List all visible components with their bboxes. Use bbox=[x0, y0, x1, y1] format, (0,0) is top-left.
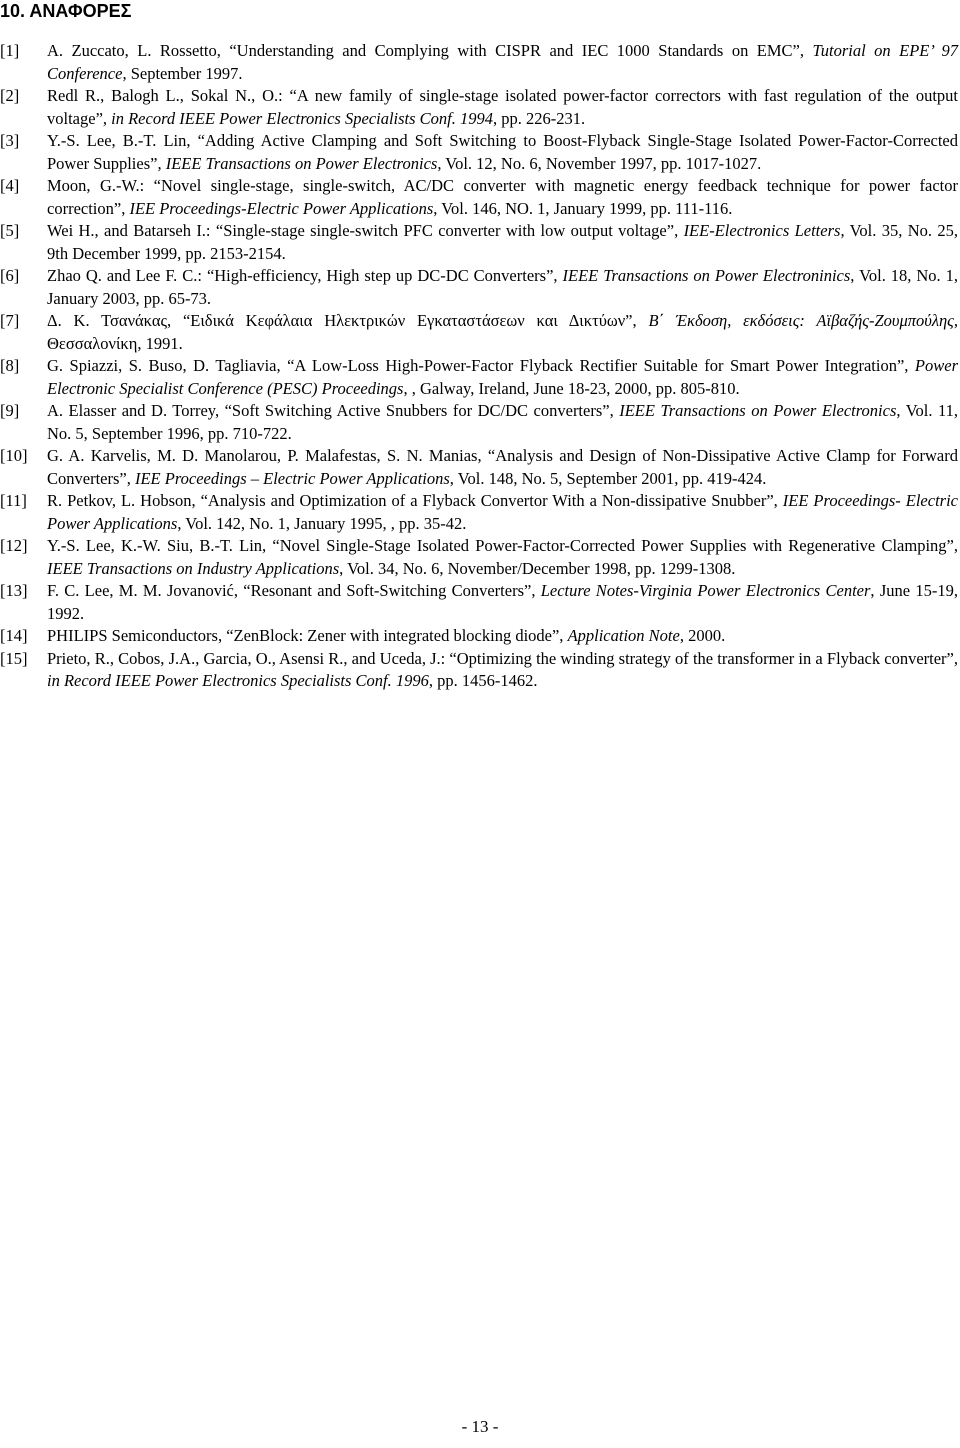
reference-number: [14] bbox=[0, 626, 28, 645]
reference-item bbox=[0, 625, 958, 648]
reference-plain-text: F. C. Lee, M. M. Jovanović, “Resonant and Soft-Switching Converters”, bbox=[47, 581, 541, 600]
reference-plain-text: Zhao Q. and Lee F. C.: “High-efficiency, High step up DC-DC Converters”, bbox=[47, 266, 563, 285]
reference-number: [10] bbox=[0, 446, 28, 465]
reference-plain-text: PHILIPS Semiconductors, “ZenBlock: Zener with integrated blocking diode”, bbox=[47, 626, 568, 645]
reference-plain-text: A. Elasser and D. Torrey, “Soft Switching Active Snubbers for DC/DC converters”, bbox=[47, 401, 620, 420]
reference-text bbox=[47, 220, 958, 265]
reference-text bbox=[47, 40, 958, 85]
reference-number: [6] bbox=[0, 266, 20, 285]
reference-text bbox=[47, 625, 958, 648]
reference-plain-text: G. Spiazzi, S. Buso, D. Tagliavia, “A Low-Loss High-Power-Factor Flyback Rectifier Suitable for Smart Power Integration”, bbox=[47, 356, 915, 375]
reference-plain-text: , Vol. 12, No. 6, November 1997, pp. 1017-1027. bbox=[437, 153, 762, 173]
reference-plain-text: , , Galway, Ireland, June 18-23, 2000, pp. 805-810. bbox=[403, 378, 740, 398]
reference-plain-text: , September 1997. bbox=[122, 63, 243, 83]
reference-italic-text: Β΄ Έκδοση, εκδόσεις: Αϊβαζής-Ζουμπούλης, bbox=[648, 311, 958, 330]
reference-plain-text: , Vol. 146, NO. 1, January 1999, pp. 111-116. bbox=[433, 198, 733, 218]
reference-text bbox=[47, 310, 958, 355]
reference-plain-text: Prieto, R., Cobos, J.A., Garcia, O., Asensi R., and Uceda, J.: “Optimizing the winding strategy of the transformer in a Flyback converter”, bbox=[47, 648, 958, 668]
reference-number: [12] bbox=[0, 536, 28, 555]
reference-plain-text: Redl R., Balogh L., Sokal N., O.: “A new family of single-stage isolated power-factor correctors with fast regulation of the output voltage”, bbox=[47, 86, 958, 128]
reference-italic-text: IEE Proceedings- Electric Power Applications bbox=[47, 491, 958, 533]
reference-italic-text: IEEE Transactions on Industry Applications bbox=[47, 558, 340, 578]
reference-item bbox=[0, 85, 958, 130]
reference-text bbox=[47, 535, 958, 580]
reference-italic-text: IEEE Transactions on Power Electronics bbox=[165, 153, 438, 173]
reference-plain-text: A. Zuccato, L. Rossetto, “Understanding and Complying with CISPR and IEC 1000 Standards on EMC”, bbox=[47, 41, 813, 60]
page-number: - 13 - bbox=[461, 1417, 499, 1436]
reference-plain-text: G. A. Karvelis, M. D. Manolarou, P. Malafestas, S. N. Manias, “Analysis and Design of Non-Dissipative Active Clamp for Forward Converters”, bbox=[47, 446, 958, 488]
reference-item bbox=[0, 40, 958, 85]
reference-item bbox=[0, 400, 958, 445]
reference-number: [13] bbox=[0, 581, 28, 600]
reference-italic-text: IEEE Transactions on Power Electroninics bbox=[562, 266, 851, 285]
reference-plain-text: Θεσσαλονίκη, 1991. bbox=[47, 333, 183, 353]
reference-plain-text: , Vol. 142, No. 1, January 1995, , pp. 35-42. bbox=[177, 513, 467, 533]
reference-number: [2] bbox=[0, 86, 20, 105]
reference-text bbox=[47, 400, 958, 445]
reference-text bbox=[47, 85, 958, 130]
reference-number: [3] bbox=[0, 131, 20, 150]
reference-italic-text: in Record IEEE Power Electronics Specialists Conf. 1994 bbox=[111, 108, 494, 128]
reference-item bbox=[0, 310, 958, 355]
reference-number: [9] bbox=[0, 401, 20, 420]
reference-plain-text: , 2000. bbox=[679, 626, 726, 645]
reference-plain-text: Δ. Κ. Τσανάκας, “Ειδικά Κεφάλαια Ηλεκτρικών Εγκαταστάσεων και Δικτύων”, bbox=[47, 311, 649, 330]
reference-plain-text: , Vol. 35, No. 25, 9th December 1999, pp. 2153-2154. bbox=[47, 221, 958, 263]
reference-item bbox=[0, 648, 958, 693]
reference-text bbox=[47, 580, 958, 625]
reference-number: [15] bbox=[0, 648, 28, 668]
reference-italic-text: Tutorial on EPE’ 97 Conference bbox=[47, 41, 958, 83]
reference-plain-text: , Vol. 34, No. 6, November/December 1998, pp. 1299-1308. bbox=[339, 558, 736, 578]
reference-plain-text: Y.-S. Lee, K.-W. Siu, B.-T. Lin, “Novel Single-Stage Isolated Power-Factor-Corrected Power Supplies with Regenerative Clamping”, bbox=[47, 536, 958, 555]
reference-text bbox=[47, 445, 958, 490]
reference-text bbox=[47, 490, 958, 535]
reference-plain-text: R. Petkov, L. Hobson, “Analysis and Optimization of a Flyback Convertor With a Non-dissipative Snubber”, bbox=[47, 491, 783, 510]
reference-item bbox=[0, 490, 958, 535]
reference-item bbox=[0, 220, 958, 265]
reference-plain-text: Moon, G.-W.: “Novel single-stage, single-switch, AC/DC converter with magnetic energy feedback technique for power factor correction”, bbox=[47, 176, 958, 218]
reference-plain-text: Wei H., and Batarseh I.: “Single-stage single-switch PFC converter with low output voltage”, bbox=[47, 221, 684, 240]
reference-item bbox=[0, 265, 958, 310]
reference-number: [5] bbox=[0, 221, 20, 240]
reference-text bbox=[47, 648, 958, 693]
reference-number: [8] bbox=[0, 356, 20, 375]
reference-number: [7] bbox=[0, 311, 20, 330]
reference-plain-text: , pp. 226-231. bbox=[493, 108, 586, 128]
reference-italic-text: IEEE Transactions on Power Electronics bbox=[619, 401, 897, 420]
reference-italic-text: IEE Proceedings – Electric Power Applications bbox=[134, 468, 450, 488]
section-heading: 10. ΑΝΑΦΟΡΕΣ bbox=[0, 1, 132, 21]
reference-plain-text: , pp. 1456-1462. bbox=[428, 671, 538, 690]
reference-text bbox=[47, 265, 958, 310]
reference-text bbox=[47, 130, 958, 175]
reference-number: [11] bbox=[0, 491, 27, 510]
reference-plain-text: , Vol. 11, No. 5, September 1996, pp. 710-722. bbox=[47, 401, 958, 443]
reference-plain-text: , Vol. 18, No. 1, January 2003, pp. 65-73. bbox=[47, 266, 959, 308]
reference-item bbox=[0, 175, 958, 220]
reference-item bbox=[0, 355, 958, 400]
reference-item bbox=[0, 580, 958, 625]
reference-italic-text: Lecture Notes-Virginia Power Electronics Center bbox=[540, 581, 871, 600]
reference-list bbox=[0, 40, 958, 693]
reference-italic-text: IEE Proceedings-Electric Power Applications bbox=[129, 198, 434, 218]
reference-number: [1] bbox=[0, 41, 20, 60]
reference-plain-text: , Vol. 148, No. 5, September 2001, pp. 419-424. bbox=[449, 468, 767, 488]
reference-item bbox=[0, 535, 958, 580]
reference-item bbox=[0, 130, 958, 175]
reference-item bbox=[0, 445, 958, 490]
reference-italic-text: in Record IEEE Power Electronics Specialists Conf. 1996 bbox=[47, 671, 429, 690]
reference-text bbox=[47, 355, 958, 400]
reference-text bbox=[47, 175, 958, 220]
reference-italic-text: IEE-Electronics Letters bbox=[683, 221, 841, 240]
reference-plain-text: , June 15-19, 1992. bbox=[47, 581, 958, 623]
reference-italic-text: Application Note bbox=[567, 626, 680, 645]
reference-plain-text: Y.-S. Lee, B.-T. Lin, “Adding Active Clamping and Soft Switching to Boost-Flyback Single-Stage Isolated Power-Factor-Corrected Power Supplies”, bbox=[47, 131, 958, 173]
reference-number: [4] bbox=[0, 176, 20, 195]
reference-italic-text: Power Electronic Specialist Conference (PESC) Proceedings bbox=[47, 356, 958, 398]
